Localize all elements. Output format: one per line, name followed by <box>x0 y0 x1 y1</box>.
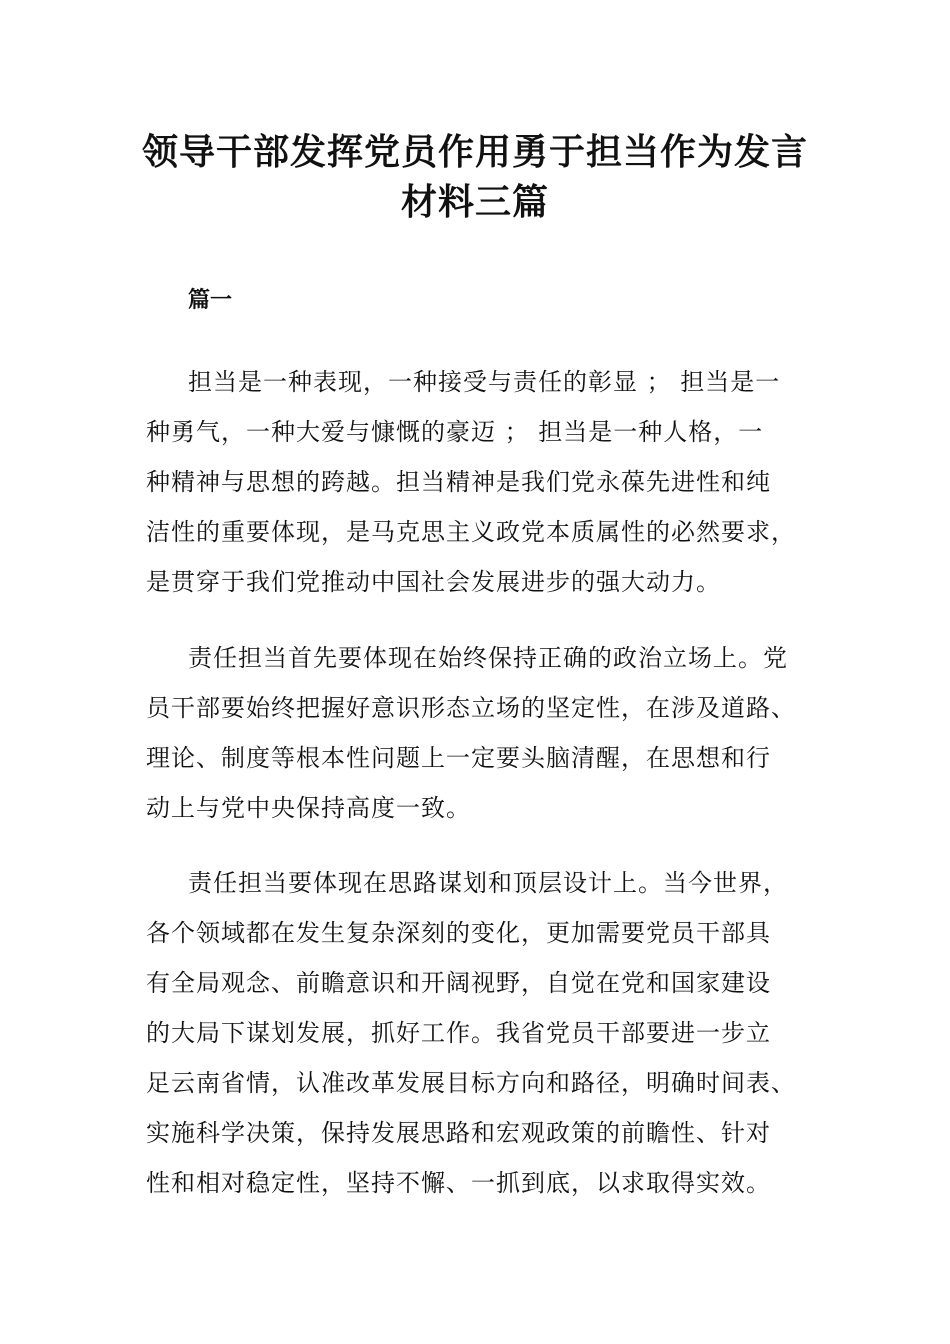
paragraph-line: 洁性的重要体现，是马克思主义政党本质属性的必然要求， <box>146 518 796 546</box>
paragraph-line: 理论、制度等根本性问题上一定要头脑清醒，在思想和行 <box>146 744 771 772</box>
paragraph-line: 的大局下谋划发展，抓好工作。我省党员干部要进一步立 <box>146 1019 771 1047</box>
paragraph-line: 各个领域都在发生复杂深刻的变化，更加需要党员干部具 <box>146 919 771 947</box>
paragraph-3 <box>146 858 806 1208</box>
paragraph-line: 有全局观念、前瞻意识和开阔视野，自觉在党和国家建设 <box>146 969 771 997</box>
document-title <box>120 128 830 228</box>
title-line-1: 领导干部发挥党员作用勇于担当作为发言 <box>141 132 808 173</box>
section-heading: 篇一 <box>188 288 233 313</box>
paragraph-line: 足云南省情，认准改革发展目标方向和路径，明确时间表、 <box>146 1069 796 1097</box>
paragraph-line: 是贯穿于我们党推动中国社会发展进步的强大动力。 <box>146 568 721 596</box>
paragraph-line: 种精神与思想的跨越。担当精神是我们党永葆先进性和纯 <box>146 468 771 496</box>
paragraph-line: 责任担当要体现在思路谋划和顶层设计上。当今世界， <box>188 869 788 897</box>
paragraph-line: 性和相对稳定性，坚持不懈、一抓到底，以求取得实效。 <box>146 1169 771 1197</box>
paragraph-line: 实施科学决策，保持发展思路和宏观政策的前瞻性、针对 <box>146 1119 771 1147</box>
paragraph-line: 动上与党中央保持高度一致。 <box>146 794 471 822</box>
paragraph-line: 责任担当首先要体现在始终保持正确的政治立场上。党 <box>188 644 788 672</box>
paragraph-1 <box>146 357 806 607</box>
paragraph-line: 员干部要始终把握好意识形态立场的坚定性，在涉及道路、 <box>146 694 796 722</box>
paragraph-line: 担当是一种表现，一种接受与责任的彰显 ； 担当是一 <box>188 368 781 396</box>
paragraph-2 <box>146 633 806 833</box>
title-line-2: 材料三篇 <box>400 182 549 223</box>
paragraph-line: 种勇气，一种大爱与慷慨的豪迈 ； 担当是一种人格，一 <box>146 418 764 446</box>
